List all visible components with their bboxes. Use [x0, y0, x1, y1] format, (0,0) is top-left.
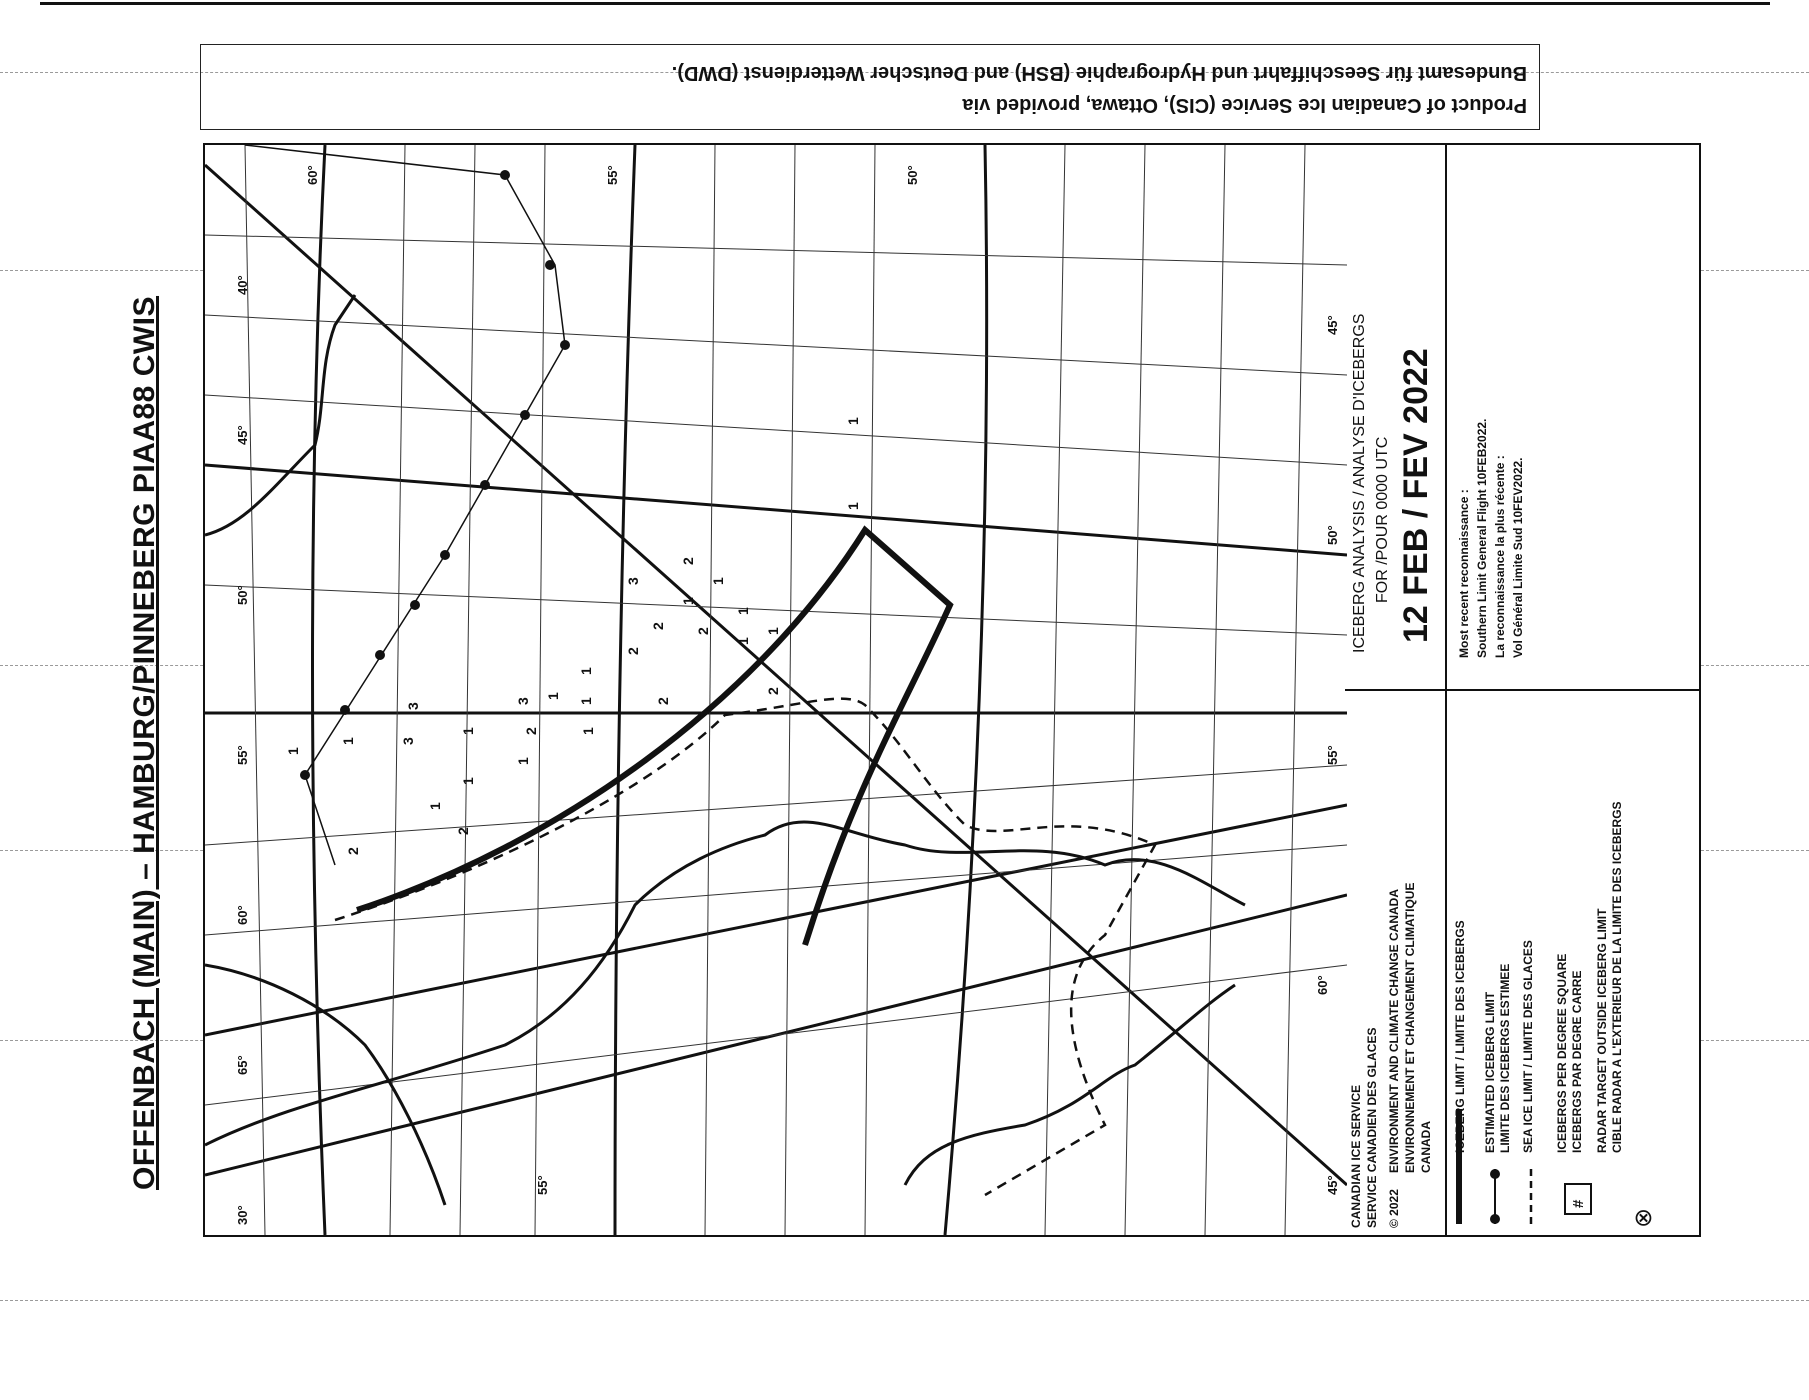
grid-line [1285, 145, 1305, 1235]
agency-line-1: CANADIAN ICE SERVICE [1349, 1084, 1363, 1228]
iceberg-count: 1 [545, 692, 561, 700]
iceberg-count: 2 [345, 847, 361, 855]
legend-symbols [1445, 689, 1701, 1235]
recon-line-2: Southern Limit General Flight 10FEB2022. [1475, 418, 1489, 658]
iceberg-count: 1 [340, 737, 356, 745]
limit-dot [340, 705, 350, 715]
radar-target-icon: ⊗ [1630, 1207, 1657, 1228]
estimated-limit-symbol-dot [1490, 1169, 1500, 1179]
limit-dot [410, 600, 420, 610]
iceberg-count: 2 [695, 627, 711, 635]
iceberg-count: 1 [285, 747, 301, 755]
legend-iceberg-limit: ICEBERG LIMIT / LIMITE DES ICEBERGS [1453, 920, 1467, 1153]
analysis-date: 12 FEB / FEV 2022 [1397, 348, 1435, 643]
dept-line-1: ENVIRONMENT AND CLIMATE CHANGE CANADA [1387, 889, 1401, 1173]
limit-dot [480, 480, 490, 490]
grid-line [1045, 145, 1065, 1235]
iceberg-count: 2 [680, 557, 696, 565]
limit-dot [520, 410, 530, 420]
iceberg-count: 2 [650, 622, 666, 630]
meridian-line [205, 465, 1347, 555]
meridian-label: 60° [235, 905, 250, 925]
iceberg-count: 1 [680, 597, 696, 605]
credit-box [200, 44, 1540, 130]
meridian-label: 45° [235, 425, 250, 445]
recon-line-1: Most recent reconnaissance : [1457, 489, 1471, 658]
legend-count-fr: ICEBERGS PAR DEGRE CARRE [1570, 970, 1584, 1153]
grid-line [205, 315, 1347, 375]
iceberg-count: 2 [455, 827, 471, 835]
iceberg-count: 1 [460, 727, 476, 735]
parallel-label: 45° [1325, 1175, 1340, 1195]
analysis-time: FOR /POUR 0000 UTC [1374, 436, 1391, 603]
iceberg-count: 1 [845, 417, 861, 425]
limit-dot [300, 770, 310, 780]
copyright: © 2022 [1387, 1189, 1401, 1228]
legend-panel [1345, 143, 1701, 1237]
limit-dot [500, 170, 510, 180]
meridian-line [313, 145, 326, 1235]
recon-line-4: Vol Général Limite Sud 10FEV2022. [1511, 457, 1525, 658]
credit-text [201, 45, 1539, 129]
credit-line-1: Product of Canadian Ice Service (CIS), Ottawa, provided via [962, 94, 1527, 116]
grid-line [205, 395, 1347, 465]
meridian-label: 55° [605, 165, 620, 185]
iceberg-count: 2 [523, 727, 539, 735]
iceberg-count: 1 [710, 577, 726, 585]
grid-line [865, 145, 875, 1235]
iceberg-count: 3 [625, 577, 641, 585]
meridian-label: 45° [1325, 315, 1340, 335]
grid-line [535, 145, 545, 1235]
meridian-label: 55° [235, 745, 250, 765]
iceberg-count: 1 [735, 607, 751, 615]
parallel-label: 55° [535, 1175, 550, 1195]
limit-dot [440, 550, 450, 560]
recon-line-3: La reconnaissance la plus récente : [1493, 455, 1507, 658]
limit-dot [545, 260, 555, 270]
meridian-label: 50° [235, 585, 250, 605]
sea-ice-limit-line [335, 699, 1155, 1195]
analysis-title: ICEBERG ANALYSIS / ANALYSE D'ICEBERGS [1351, 313, 1368, 653]
iceberg-count: 3 [515, 697, 531, 705]
legend-radar-fr: CIBLE RADAR A L'EXTERIEUR DE LA LIMITE DES ICEBERGS [1610, 801, 1624, 1153]
meridian-label: 50° [905, 165, 920, 185]
iceberg-count: 1 [460, 777, 476, 785]
iceberg-count: 1 [735, 637, 751, 645]
iceberg-count: 1 [427, 802, 443, 810]
legend-count: ICEBERGS PER DEGREE SQUARE [1555, 953, 1569, 1153]
meridian-line [945, 145, 987, 1235]
baffin-coast [205, 965, 445, 1205]
dept-line-3: CANADA [1419, 1121, 1433, 1173]
top-border-line [40, 2, 1770, 5]
fax-title: OFFENBACH (MAIN) – HAMBURG/PINNEBERG PIAA88 CWIS [128, 295, 161, 1190]
credit-line-2: Bundesamt für Seeschiffahrt und Hydrographie (BSH) and Deutscher Wetterdienst (DWD). [671, 62, 1527, 84]
legend-radar: RADAR TARGET OUTSIDE ICEBERG LIMIT [1595, 908, 1609, 1153]
greenland-coast [205, 295, 355, 535]
iceberg-count: 2 [765, 687, 781, 695]
legend-estimated-limit-fr: LIMITE DES ICEBERGS ESTIMEE [1498, 963, 1512, 1153]
meridian-line [205, 805, 1347, 1035]
dept-line-2: ENVIRONNEMENT ET CHANGEMENT CLIMATIQUE [1403, 882, 1417, 1173]
meridian-label: 40° [235, 275, 250, 295]
grid-line [390, 145, 405, 1235]
grid-line [705, 145, 715, 1235]
scan-artifact-line [0, 1300, 1809, 1301]
iceberg-limit-line [357, 530, 950, 945]
grid-line [1125, 145, 1145, 1235]
iceberg-count: 3 [405, 702, 421, 710]
limit-dot [560, 340, 570, 350]
iceberg-count: 1 [515, 757, 531, 765]
iceberg-count: 3 [400, 737, 416, 745]
iceberg-count: 1 [580, 727, 596, 735]
limit-dot [375, 650, 385, 660]
meridian-label: 65° [235, 1055, 250, 1075]
meridian-label: 60° [305, 165, 320, 185]
labrador-coast [205, 822, 1245, 1145]
meridian-label: 30° [235, 1205, 250, 1225]
iceberg-count: 2 [625, 647, 641, 655]
coastlines [205, 295, 1245, 1205]
iceberg-count: 1 [578, 667, 594, 675]
grid-line [460, 145, 475, 1235]
grid-line [205, 235, 1347, 265]
meridian-label: 50° [1325, 525, 1340, 545]
count-symbol: # [1570, 1199, 1587, 1208]
legend-divider [1445, 143, 1701, 145]
iceberg-count: 1 [765, 627, 781, 635]
legend-estimated-limit: ESTIMATED ICEBERG LIMIT [1483, 991, 1497, 1153]
agency-line-2: SERVICE CANADIEN DES GLACES [1365, 1027, 1379, 1228]
iceberg-count: 1 [845, 502, 861, 510]
iceberg-count: 1 [578, 697, 594, 705]
meridian-label: 60° [1315, 975, 1330, 995]
grid-line [205, 765, 1347, 845]
legend-sea-ice-limit: SEA ICE LIMIT / LIMITE DES GLACES [1521, 940, 1535, 1153]
meridian-label: 55° [1325, 745, 1340, 765]
iceberg-count: 2 [655, 697, 671, 705]
estimated-limit-symbol-dot [1490, 1214, 1500, 1224]
